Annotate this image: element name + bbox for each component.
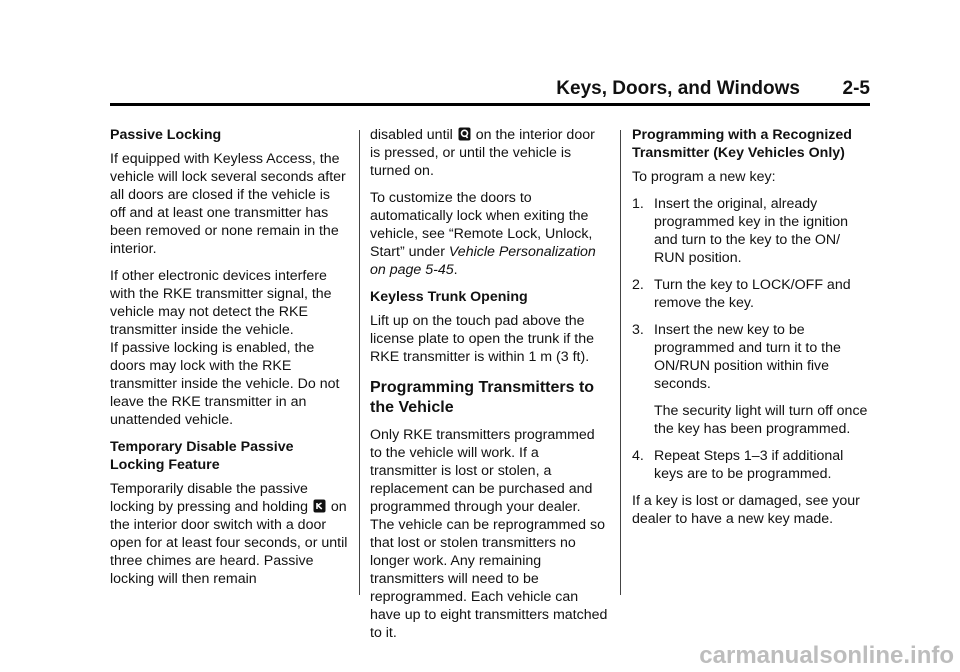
- page-reference: Vehicle Personalization on page 5-45: [370, 244, 596, 278]
- heading-temporary-disable: Temporary Disable Passive Locking Feature: [110, 439, 294, 473]
- heading-passive-locking: Passive Locking: [110, 127, 222, 143]
- list-item: [632, 447, 870, 483]
- step-text: Turn the key to LOCK/OFF and remove the key.: [654, 277, 851, 311]
- column-2: [370, 126, 608, 651]
- step-number: 4.: [632, 448, 644, 464]
- column-3: [632, 126, 870, 537]
- column-1: [110, 126, 348, 597]
- paragraph: If a key is lost or damaged, see your dealer to have a new key made.: [632, 493, 860, 527]
- list-item: [632, 276, 870, 312]
- step-note: The security light will turn off once the key has been programmed.: [654, 403, 868, 437]
- paragraph: Lift up on the touch pad above the license plate to open the trunk if the RKE transmitter is within 1 m (3 ft).: [370, 313, 594, 365]
- step-text: Repeat Steps 1–3 if additional keys are to be programmed.: [654, 448, 844, 482]
- steps-list: [632, 195, 870, 483]
- step-number: 1.: [632, 196, 644, 212]
- step-text: Insert the new key to be programmed and turn it to the ON/RUN position within five seconds.: [654, 322, 841, 392]
- section-heading-programming: Programming Transmitters to the Vehicle: [370, 379, 595, 416]
- text-run: disabled until: [370, 127, 453, 143]
- paragraph: If other electronic devices interfere with the RKE transmitter signal, the vehicle may not detect the RKE transmitter inside the vehicle.: [110, 268, 332, 338]
- text-run: To customize the doors to automatically lock when exiting the vehicle, see “Remote Lock, Unlock, Start” under: [370, 190, 593, 260]
- column-divider: [359, 130, 360, 595]
- lock-icon: [313, 499, 326, 513]
- watermark: carmanualsonline.info: [699, 642, 954, 669]
- header-title: Keys, Doors, and Windows: [556, 78, 800, 99]
- page-number: 2-5: [842, 78, 870, 99]
- text-run: .: [453, 262, 458, 278]
- paragraph: [110, 480, 348, 588]
- heading-keyless-trunk: Keyless Trunk Opening: [370, 289, 528, 305]
- heading-programming-recognized: Programming with a Recognized Transmitter (Key Vehicles Only): [632, 127, 852, 161]
- header-rule: [110, 103, 870, 106]
- paragraph: If equipped with Keyless Access, the vehicle will lock several seconds after all doors are closed if the vehicle is off and at least one transmitter has been removed or none remain in the interior.: [110, 151, 346, 257]
- text-run: on the interior door switch with a door open for at least four seconds, or until three chimes are heard. Passive locking will then remain: [110, 499, 348, 587]
- paragraph: To program a new key:: [632, 169, 776, 185]
- column-divider: [620, 130, 621, 595]
- paragraph: [370, 126, 608, 180]
- step-number: 3.: [632, 322, 644, 338]
- text-run: Temporarily disable the passive locking by pressing and holding: [110, 481, 308, 515]
- step-number: 2.: [632, 277, 644, 293]
- list-item: [632, 321, 870, 438]
- paragraph: [370, 189, 608, 279]
- step-text: Insert the original, already programmed key in the ignition and turn to the key to the ON/ RUN position.: [654, 196, 848, 266]
- text-run: on the interior door is pressed, or until the vehicle is turned on.: [370, 127, 595, 179]
- paragraph: Only RKE transmitters programmed to the vehicle will work. If a transmitter is lost or stolen, a replacement can be purchased and programmed through your dealer. The vehicle can be reprogrammed so that lost or stolen transmitters no longer work. Any remaining transmitters will need to be reprogrammed. Each vehicle can have up to eight transmitters matched to it.: [370, 427, 608, 641]
- paragraph: If passive locking is enabled, the doors may lock with the RKE transmitter inside the vehicle. Do not leave the RKE transmitter in an unattended vehicle.: [110, 340, 340, 428]
- unlock-icon: [458, 127, 471, 141]
- list-item: [632, 195, 870, 267]
